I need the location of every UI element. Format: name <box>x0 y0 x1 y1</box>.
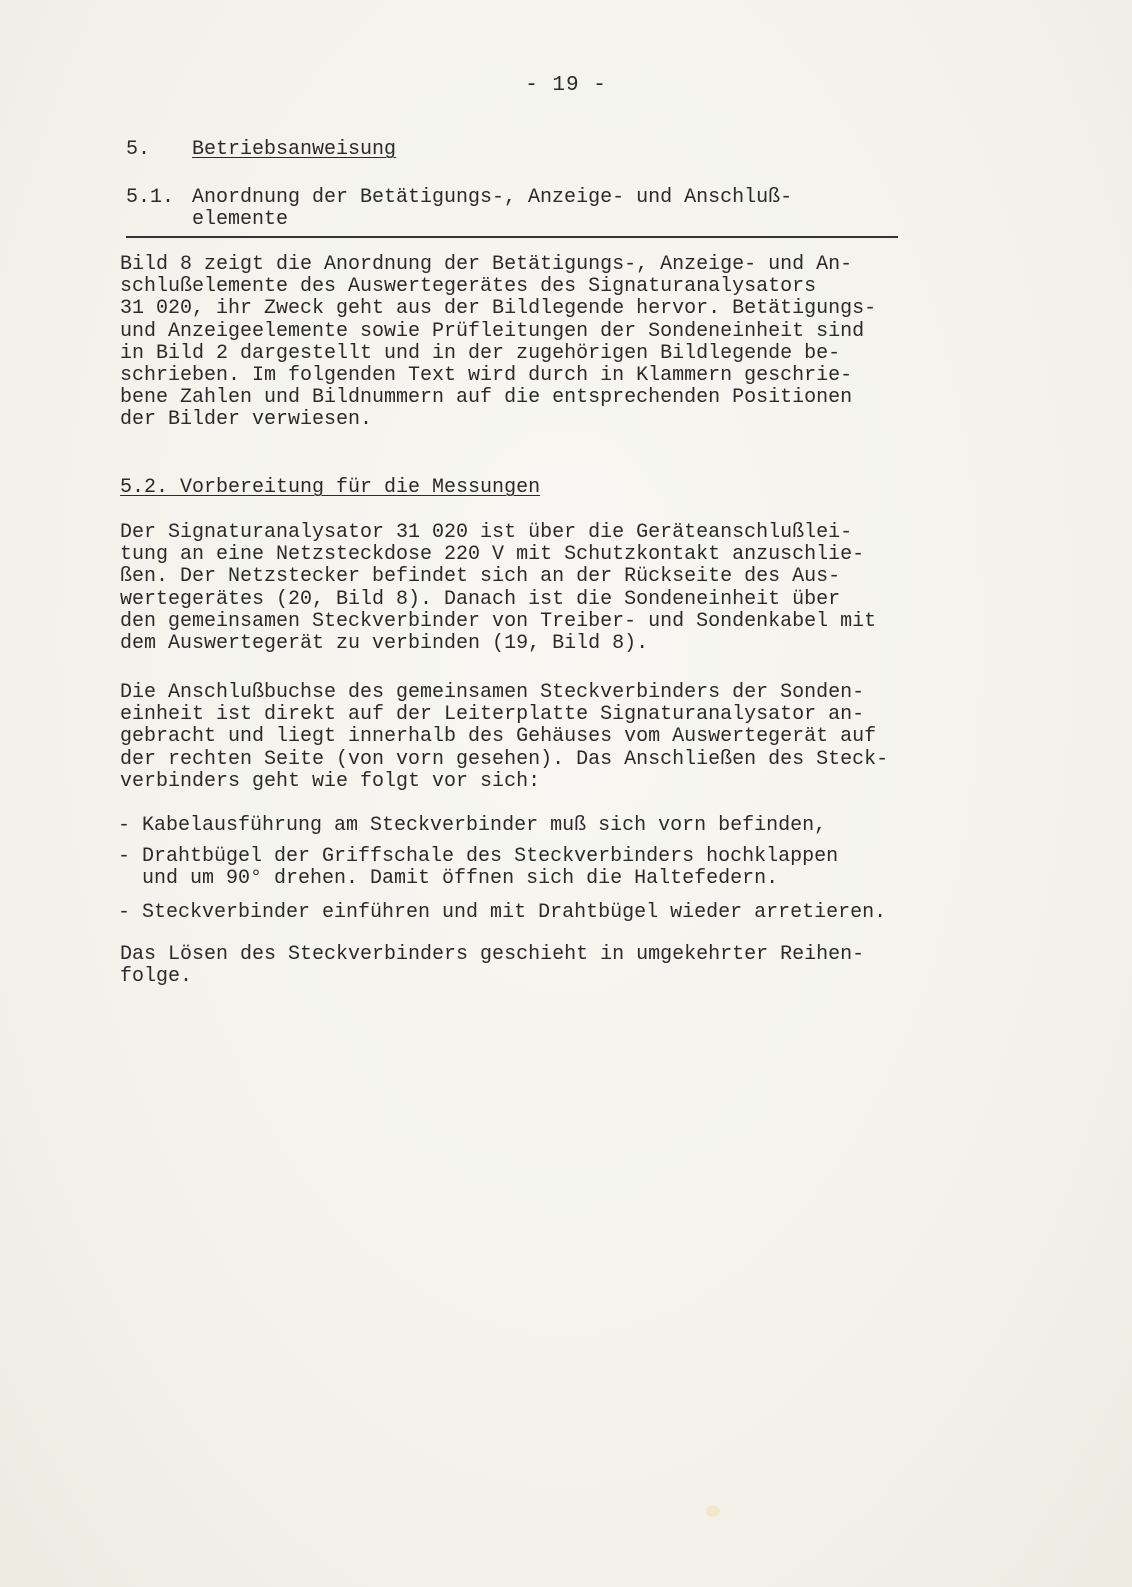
instruction-list-item <box>118 902 1018 924</box>
text-line: verbinders geht wie folgt vor sich: <box>120 769 541 793</box>
text-line: schlußelemente des Auswertegerätes des Signaturanalysators <box>120 275 817 299</box>
text-line: Die Anschlußbuchse des gemeinsamen Steckverbinders der Sonden- <box>120 681 865 704</box>
text-line: - Drahtbügel der Griffschale des Steckverbinders hochklappen <box>118 845 839 868</box>
list-item <box>118 902 1018 924</box>
text-line: in Bild 2 dargestellt und in der zugehörigen Bildlegende be- <box>120 341 841 365</box>
paragraph-connector-socket <box>120 682 1000 793</box>
paper-stain <box>706 1505 720 1517</box>
text-line: - Kabelausführung am Steckverbinder muß sich vorn befinden, <box>118 814 827 837</box>
text-line: folge. <box>120 965 193 989</box>
section-title: Betriebsanweisung <box>192 138 397 161</box>
subsection-title: 5.2. Vorbereitung für die Messungen <box>120 476 541 499</box>
text-line: dem Auswertegerät zu verbinden (19, Bild 8). <box>120 632 649 656</box>
text-line: schrieben. Im folgenden Text wird durch in Klammern geschrie- <box>120 364 853 388</box>
paragraph-disconnect <box>120 944 1000 988</box>
subsection-heading-5-2 <box>120 477 540 499</box>
heading-underline-rule <box>126 236 898 238</box>
text-line: 31 020, ihr Zweck geht aus der Bildlegende hervor. Betätigungs- <box>120 297 877 321</box>
text-line: Das Lösen des Steckverbinders geschieht in umgekehrter Reihen- <box>120 943 865 966</box>
text-line: Der Signaturanalysator 31 020 ist über die Geräteanschlußlei- <box>120 521 853 544</box>
text-line: den gemeinsamen Steckverbinder von Treiber- und Sondenkabel mit <box>120 609 877 633</box>
text-line: wertegerätes (20, Bild 8). Danach ist die Sondeneinheit über <box>120 587 841 611</box>
text-line: gebracht und liegt innerhalb des Gehäuses vom Auswertegerät auf <box>120 725 877 749</box>
list-item <box>118 815 1018 837</box>
text-line: bene Zahlen und Bildnummern auf die entsprechenden Positionen <box>120 386 853 410</box>
text-line: der rechten Seite (von vorn gesehen). Das Anschließen des Steck- <box>120 747 889 771</box>
subsection-title-line1: Anordnung der Betätigungs-, Anzeige- und Anschluß- <box>192 186 793 209</box>
section-heading <box>126 139 396 161</box>
paragraph-figure-description <box>120 254 1000 432</box>
subsection-title-line2: elemente <box>192 208 289 231</box>
list-item <box>118 846 1018 890</box>
text-line: und Anzeigeelemente sowie Prüfleitungen der Sondeneinheit sind <box>120 319 865 343</box>
page-number: - 19 - <box>525 74 607 97</box>
text-line: Bild 8 zeigt die Anordnung der Betätigungs-, Anzeige- und An- <box>120 253 853 276</box>
text-line: ßen. Der Netzstecker befindet sich an der Rückseite des Aus- <box>120 565 841 589</box>
subsection-heading-5-1 <box>126 187 792 231</box>
text-line: tung an eine Netzsteckdose 220 V mit Schutzkontakt anzuschlie- <box>120 543 865 567</box>
text-line: der Bilder verwiesen. <box>120 408 373 432</box>
text-line: - Steckverbinder einführen und mit Drahtbügel wieder arretieren. <box>118 901 887 924</box>
subsection-number: 5.1. <box>126 186 175 209</box>
instruction-list-item <box>118 846 1018 890</box>
paragraph-mains-connection <box>120 522 1000 655</box>
text-line: und um 90° drehen. Damit öffnen sich die Haltefedern. <box>118 867 779 891</box>
text-line: einheit ist direkt auf der Leiterplatte Signaturanalysator an- <box>120 703 865 727</box>
section-number: 5. <box>126 138 151 161</box>
instruction-list-item <box>118 815 1018 837</box>
